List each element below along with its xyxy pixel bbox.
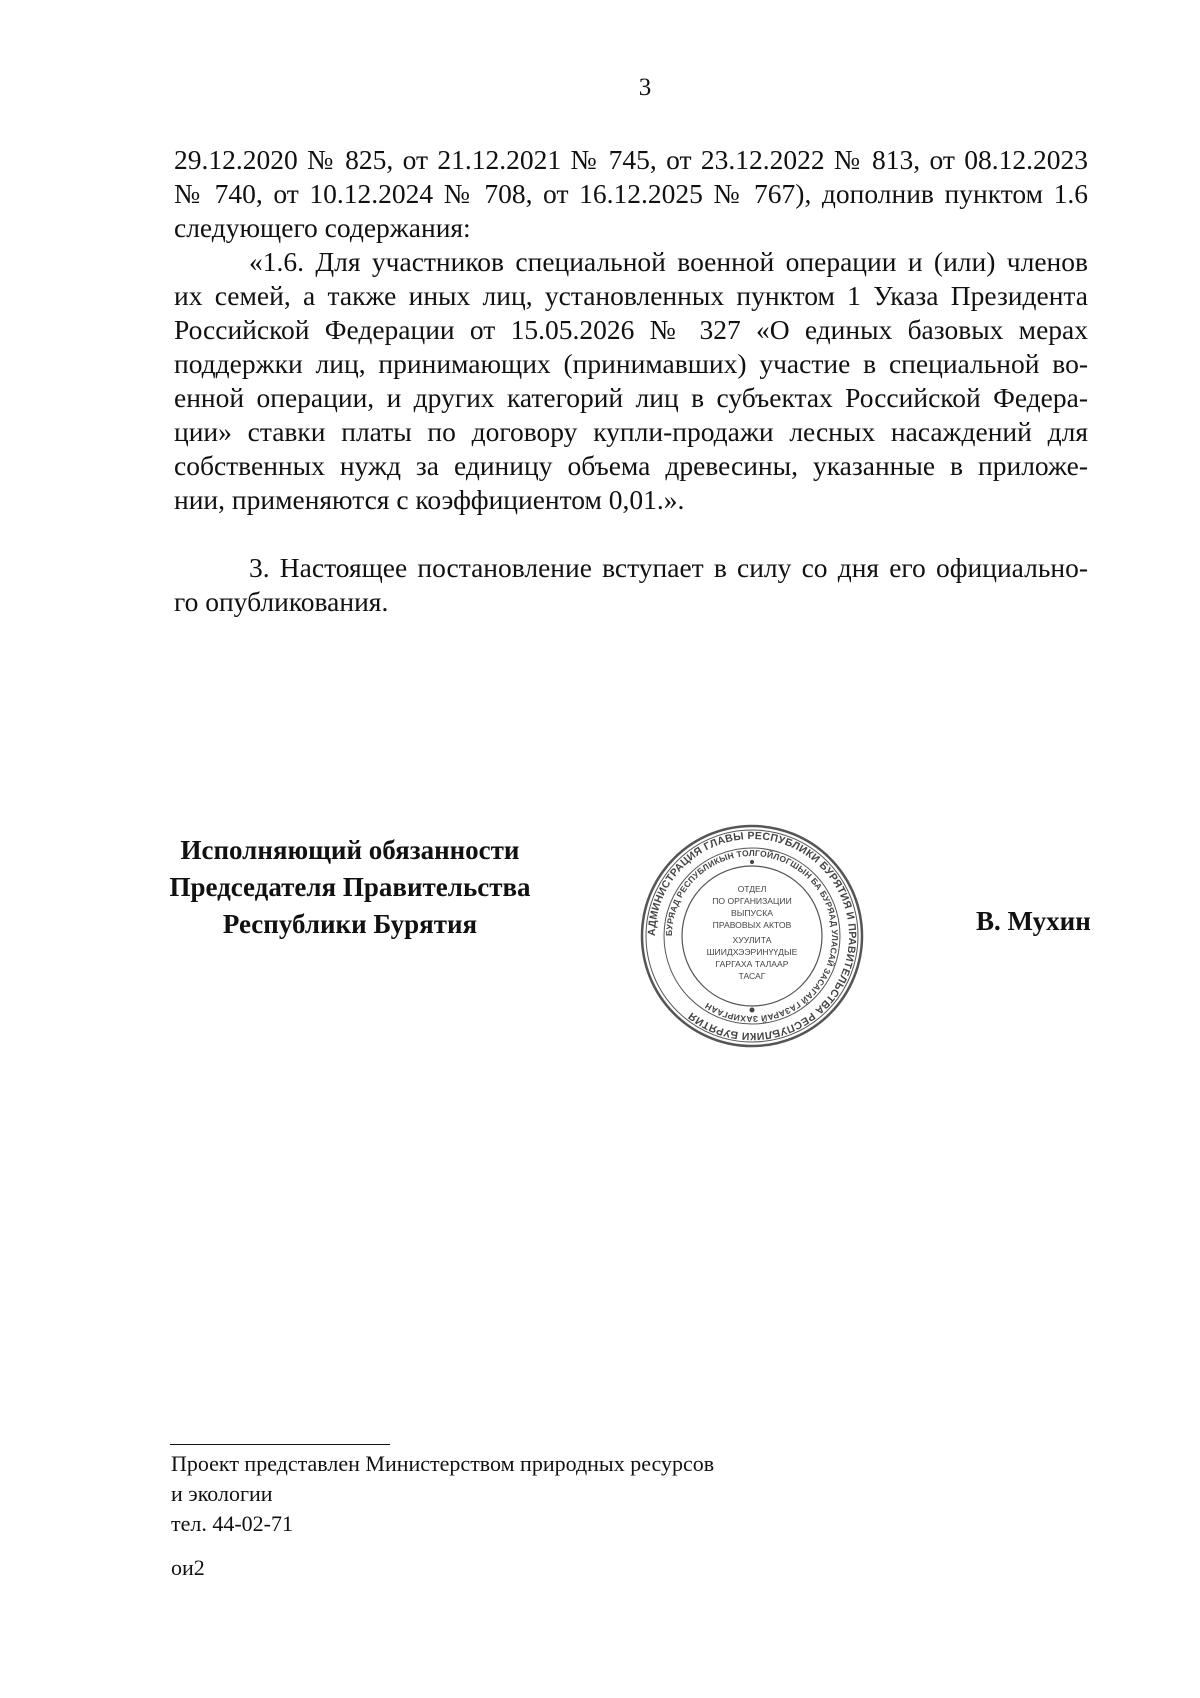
footnote-line: тел. 44-02-71 [171, 1511, 294, 1536]
text-line: нии, применяются с коэффициентом 0,01.». [174, 484, 685, 515]
document-reference-code: ои2 [171, 1555, 205, 1580]
signatory-title [150, 832, 550, 943]
stamp-center-line: ШИИДХЭЭРИНҮҮДЫЕ [706, 947, 798, 957]
stamp-outer-text: АДМИНИСТРАЦИЯ ГЛАВЫ РЕСПУБЛИКИ БУРЯТИЯ И ПРАВИТЕЛЬСТВА РЕСПУБЛИКИ БУРЯТИЯ [645, 829, 859, 1043]
stamp-center-line: ТАСАГ [738, 971, 766, 981]
text-line: 29.12.2020 № 825, от 21.12.2021 № 745, от 23.12.2022 № 813, от 08.12.2023 [174, 144, 1088, 175]
stamp-center-line: ПРАВОВЫХ АКТОВ [712, 920, 792, 930]
text-line: собственных нужд за единицу объема древесины, указанные в приложе- [174, 450, 1088, 481]
stamp-inner-text: БУРЯАД РЕСПУБЛИКЫН ТОЛГОЙЛОГШЫН БА БУРЯАД УЛАСАЙ ЗАСАГАЙ ГАЗАРАЙ ЗАХИРГААН [663, 847, 841, 1025]
stamp-center-line: ПО ОРГАНИЗАЦИИ [712, 896, 792, 906]
signatory-title-line: Республики Бурятия [222, 909, 478, 939]
page-number: 3 [638, 74, 652, 101]
text-line: их семей, а также иных лиц, установленных пунктом 1 Указа Президента [174, 280, 1088, 311]
text-line: го опубликования. [174, 586, 389, 617]
footnote-divider [170, 1444, 390, 1445]
signatory-title-line: Председателя Правительства [169, 872, 531, 902]
paragraph-clause-1-6 [174, 245, 1088, 517]
stamp-center-line: ГАРГАХА ТАЛААР [715, 959, 789, 969]
text-line: ции» ставки платы по договору купли-продажи лесных насаждений для [174, 416, 1088, 447]
text-line: Российской Федерации от 15.05.2026 № 327 «О единых базовых мерах [174, 314, 1088, 345]
paragraph-item-3 [174, 551, 1088, 619]
text-line: поддержки лиц, принимающих (принимавших) участие в специальной во- [174, 348, 1088, 379]
signatory-title-line: Исполняющий обязанности [180, 835, 520, 865]
stamp-center-line: ВЫПУСКА [731, 908, 773, 918]
text-line: «1.6. Для участников специальной военной операции и (или) членов [249, 246, 1088, 277]
stamp-center-line: ОТДЕЛ [737, 884, 767, 894]
text-line: следующего содержания: [174, 212, 471, 243]
text-line: енной операции, и других категорий лиц в субъектах Российской Федера- [174, 382, 1088, 413]
footnote [171, 1449, 714, 1539]
footnote-line: и экологии [171, 1481, 273, 1506]
footnote-line: Проект представлен Министерством природных ресурсов [171, 1451, 715, 1476]
text-line: 3. Настоящее постановление вступает в силу со дня его официально- [249, 552, 1088, 583]
body-text [174, 143, 1088, 619]
text-line: № 740, от 10.12.2024 № 708, от 16.12.2025 № 767), дополнив пунктом 1.6 [174, 178, 1088, 209]
official-stamp-seal [638, 822, 866, 1050]
stamp-center-line: ХУУЛИТА [732, 935, 772, 945]
paragraph-continuation [174, 143, 1088, 245]
signatory-name: В. Мухин [976, 906, 1091, 936]
